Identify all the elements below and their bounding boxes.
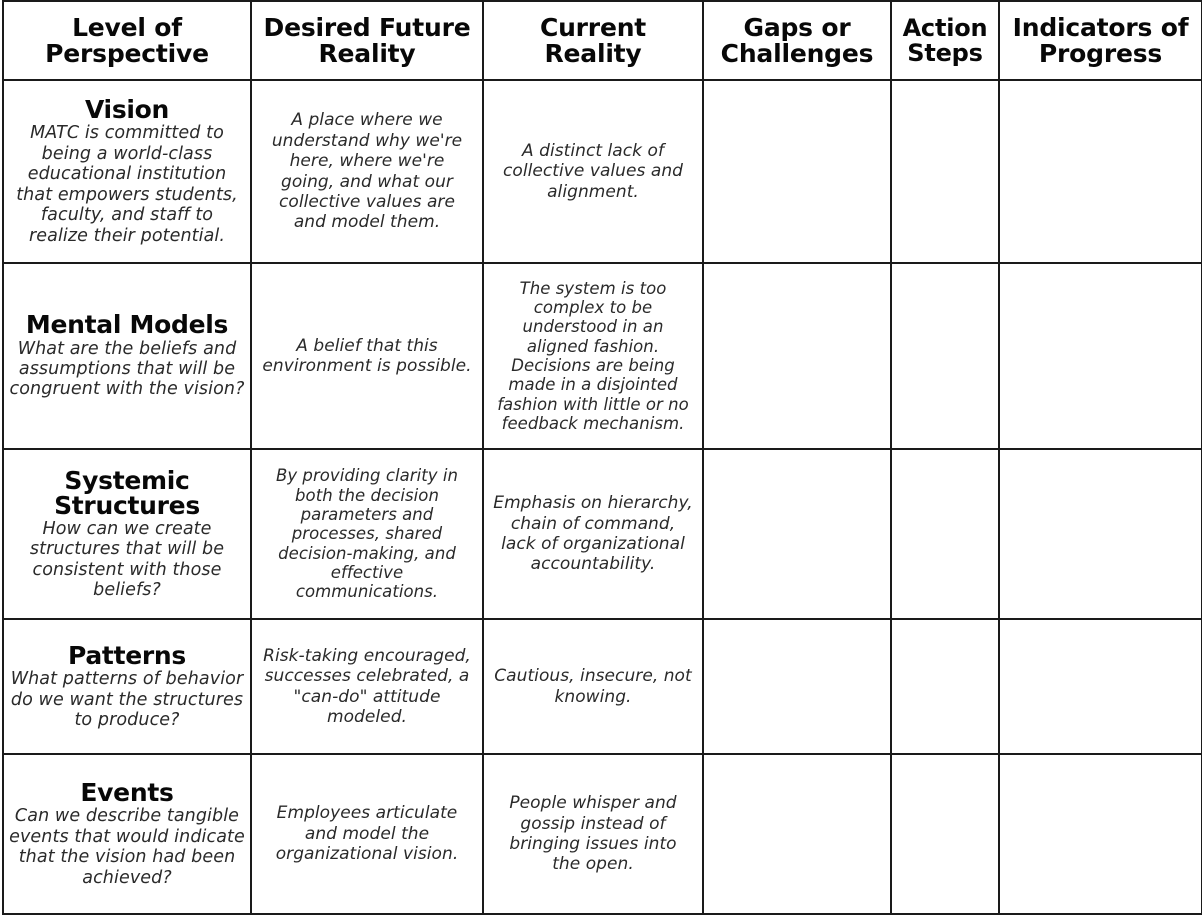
desired-future-reality-text: By providing clarity in both the decision parameters and processes, shared decision-making, and effective communications. bbox=[275, 466, 459, 602]
cell-indicators-vision[interactable] bbox=[999, 80, 1202, 263]
cell-gaps-systemic-structures[interactable] bbox=[703, 449, 891, 619]
indicators-of-progress-text bbox=[1005, 351, 1196, 361]
cell-action-vision[interactable] bbox=[891, 80, 999, 263]
gaps-or-challenges-text bbox=[709, 351, 885, 361]
cell-gaps-events[interactable] bbox=[703, 754, 891, 914]
cell-gaps-vision[interactable] bbox=[703, 80, 891, 263]
indicators-of-progress-text bbox=[1005, 682, 1196, 692]
current-reality-text: A distinct lack of collective values and alignment. bbox=[502, 140, 684, 202]
action-steps-text bbox=[897, 529, 993, 539]
header-line-1: Level of bbox=[72, 12, 182, 42]
indicators-of-progress-text bbox=[1005, 167, 1196, 177]
cell-indicators-events[interactable] bbox=[999, 754, 1202, 914]
cell-indicators-mental-models[interactable] bbox=[999, 263, 1202, 449]
column-header-indicators-of-progress bbox=[999, 1, 1202, 80]
action-steps-text bbox=[897, 351, 993, 361]
levels-of-perspective-table bbox=[2, 0, 1202, 915]
indicators-of-progress-text bbox=[1005, 829, 1196, 839]
gaps-or-challenges-text bbox=[709, 167, 885, 177]
level-question: What are the beliefs and assumptions that will be congruent with the vision? bbox=[9, 338, 245, 400]
cell-level-vision bbox=[3, 80, 251, 263]
header-line-1: Action bbox=[902, 13, 988, 42]
cell-level-events bbox=[3, 754, 251, 914]
level-title: Systemic Structures bbox=[54, 465, 200, 520]
level-question: What patterns of behavior do we want the structures to produce? bbox=[10, 669, 244, 730]
cell-gaps-patterns[interactable] bbox=[703, 619, 891, 754]
cell-current-systemic-structures[interactable] bbox=[483, 449, 703, 619]
column-header-gaps-or-challenges bbox=[703, 1, 891, 80]
current-reality-text: Emphasis on hierarchy, chain of command, lack of organizational accountability. bbox=[493, 493, 693, 575]
cell-gaps-mental-models[interactable] bbox=[703, 263, 891, 449]
header-line-1: Desired Future bbox=[263, 12, 471, 42]
header-line-2: Perspective bbox=[45, 38, 209, 68]
cell-level-patterns bbox=[3, 619, 251, 754]
table-row bbox=[3, 80, 1202, 263]
column-header-current-reality bbox=[483, 1, 703, 80]
header-line-2: Challenges bbox=[720, 38, 874, 68]
desired-future-reality-text: Employees articulate and model the organizational vision. bbox=[275, 803, 459, 865]
current-reality-text: Cautious, insecure, not knowing. bbox=[494, 666, 692, 707]
header-line-2: Steps bbox=[907, 38, 983, 67]
cell-action-systemic-structures[interactable] bbox=[891, 449, 999, 619]
level-title: Mental Models bbox=[25, 310, 229, 340]
level-question: How can we create structures that will be consistent with those beliefs? bbox=[29, 518, 225, 600]
current-reality-text: The system is too complex to be understood in an aligned fashion. Decisions are being made in a disjointed fashion with little or no feedback mechanism. bbox=[497, 278, 689, 433]
header-line-1: Gaps or bbox=[743, 12, 851, 42]
table-body bbox=[3, 80, 1202, 914]
cell-current-patterns[interactable] bbox=[483, 619, 703, 754]
action-steps-text bbox=[897, 682, 993, 692]
action-steps-text bbox=[897, 829, 993, 839]
level-title: Events bbox=[80, 777, 174, 807]
table-header bbox=[3, 1, 1202, 80]
cell-indicators-patterns[interactable] bbox=[999, 619, 1202, 754]
header-line-2: Reality bbox=[318, 38, 416, 68]
level-cell-inner bbox=[9, 312, 245, 400]
gaps-or-challenges-text bbox=[709, 682, 885, 692]
cell-desired-events[interactable] bbox=[251, 754, 483, 914]
column-header-action-steps bbox=[891, 1, 999, 80]
current-reality-text: People whisper and gossip instead of bringing issues into the open. bbox=[509, 793, 677, 875]
cell-desired-vision[interactable] bbox=[251, 80, 483, 263]
desired-future-reality-text: Risk-taking encouraged, successes celebrated, a "can-do" attitude modeled. bbox=[263, 645, 471, 727]
header-row bbox=[3, 1, 1202, 80]
cell-current-mental-models[interactable] bbox=[483, 263, 703, 449]
action-steps-text bbox=[897, 167, 993, 177]
desired-future-reality-text: A place where we understand why we're here, where we're going, and what our collective values are and model them. bbox=[271, 110, 463, 233]
column-header-level-of-perspective bbox=[3, 1, 251, 80]
level-question: Can we describe tangible events that would indicate that the vision had been achieved? bbox=[9, 806, 245, 888]
header-line-1: Current bbox=[539, 12, 647, 42]
gaps-or-challenges-text bbox=[709, 829, 885, 839]
level-cell-inner bbox=[9, 640, 245, 731]
header-line-1: Indicators of bbox=[1012, 12, 1189, 42]
level-title: Vision bbox=[84, 94, 170, 124]
cell-desired-patterns[interactable] bbox=[251, 619, 483, 754]
cell-action-mental-models[interactable] bbox=[891, 263, 999, 449]
table-row bbox=[3, 449, 1202, 619]
desired-future-reality-text: A belief that this environment is possible. bbox=[262, 335, 472, 376]
gaps-or-challenges-text bbox=[709, 529, 885, 539]
cell-action-patterns[interactable] bbox=[891, 619, 999, 754]
table-row bbox=[3, 619, 1202, 754]
table-row bbox=[3, 754, 1202, 914]
indicators-of-progress-text bbox=[1005, 529, 1196, 539]
cell-desired-systemic-structures[interactable] bbox=[251, 449, 483, 619]
cell-current-events[interactable] bbox=[483, 754, 703, 914]
header-line-2: Progress bbox=[1038, 38, 1163, 68]
cell-desired-mental-models[interactable] bbox=[251, 263, 483, 449]
cell-action-events[interactable] bbox=[891, 754, 999, 914]
header-line-2: Reality bbox=[544, 38, 642, 68]
cell-level-systemic-structures bbox=[3, 449, 251, 619]
table-row bbox=[3, 263, 1202, 449]
level-title: Patterns bbox=[68, 640, 186, 670]
level-cell-inner bbox=[9, 465, 245, 601]
level-cell-inner bbox=[9, 777, 245, 888]
level-cell-inner bbox=[9, 94, 245, 246]
cell-indicators-systemic-structures[interactable] bbox=[999, 449, 1202, 619]
column-header-desired-future-reality bbox=[251, 1, 483, 80]
level-question: MATC is committed to being a world-class educational institution that empowers students, faculty, and staff to realize their potential. bbox=[16, 123, 238, 246]
cell-level-mental-models bbox=[3, 263, 251, 449]
cell-current-vision[interactable] bbox=[483, 80, 703, 263]
